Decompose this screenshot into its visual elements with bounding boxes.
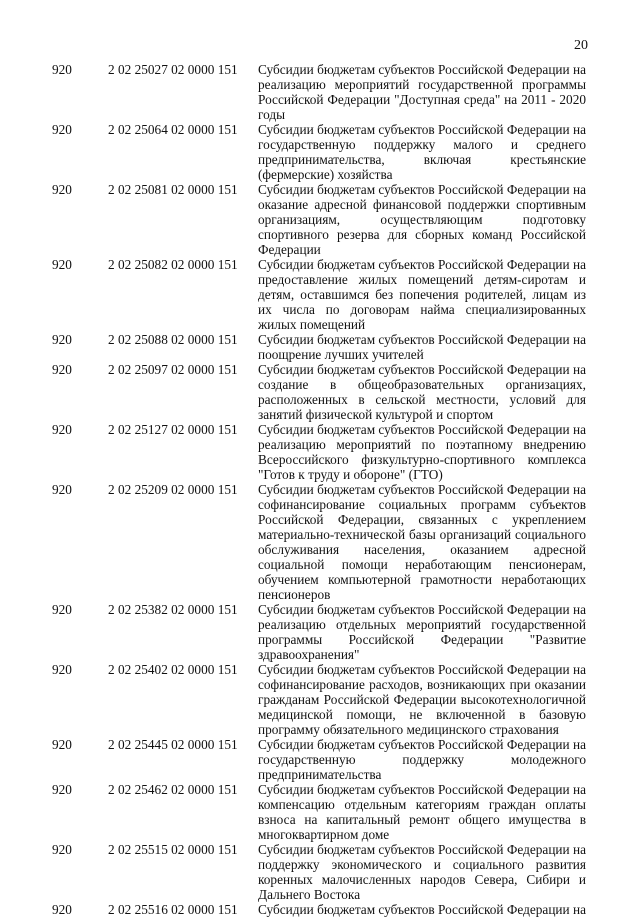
- revenue-code: 2 02 25064 02 0000 151: [108, 122, 238, 137]
- table-row: [0, 902, 640, 917]
- revenue-description: Субсидии бюджетам субъектов Российской Федерации на предоставление жилых помещений детям-сиротам и детям, оставшимся без попечения родителей, лицам из их числа по договорам найма специализированных жилых помещений: [258, 257, 587, 332]
- admin-code: 920: [52, 182, 72, 197]
- admin-code: 920: [52, 602, 72, 617]
- revenue-description: Субсидии бюджетам субъектов Российской Федерации на государственную поддержку молодежного предпринимательства: [258, 737, 587, 782]
- revenue-code: 2 02 25382 02 0000 151: [108, 602, 238, 617]
- revenue-code: 2 02 25209 02 0000 151: [108, 482, 238, 497]
- revenue-code: 2 02 25127 02 0000 151: [108, 422, 238, 437]
- revenue-code: 2 02 25515 02 0000 151: [108, 842, 238, 857]
- admin-code: 920: [52, 422, 72, 437]
- revenue-code: 2 02 25516 02 0000 151: [108, 902, 238, 917]
- table-row: [0, 602, 640, 662]
- admin-code: 920: [52, 362, 72, 377]
- admin-code: 920: [52, 482, 72, 497]
- revenue-description: Субсидии бюджетам субъектов Российской Федерации на: [258, 902, 587, 917]
- revenue-description: Субсидии бюджетам субъектов Российской Федерации на компенсацию отдельным категориям граждан оплаты взноса на капитальный ремонт общего имущества в многоквартирном доме: [258, 782, 587, 842]
- admin-code: 920: [52, 782, 72, 797]
- revenue-code: 2 02 25082 02 0000 151: [108, 257, 238, 272]
- admin-code: 920: [52, 902, 72, 917]
- table-row: [0, 842, 640, 902]
- revenue-description: Субсидии бюджетам субъектов Российской Федерации на софинансирование социальных программ субъектов Российской Федерации, связанных с укреплением материально-технической базы организаций социального обслуживания населения, оказанием адресной социальной помощи неработающим пенсионерам, обучением компьютерной грамотности неработающих пенсионеров: [258, 482, 587, 602]
- table-row: [0, 332, 640, 362]
- revenue-description: Субсидии бюджетам субъектов Российской Федерации на реализацию отдельных мероприятий государственной программы Российской Федерации "Развитие здравоохранения": [258, 602, 587, 662]
- revenue-description: Субсидии бюджетам субъектов Российской Федерации на оказание адресной финансовой поддержки спортивным организациям, осуществляющим подготовку спортивного резерва для сборных команд Российской Федерации: [258, 182, 587, 257]
- admin-code: 920: [52, 737, 72, 752]
- page-number: 20: [574, 38, 588, 53]
- revenue-description: Субсидии бюджетам субъектов Российской Федерации на поддержку экономического и социального развития коренных малочисленных народов Севера, Сибири и Дальнего Востока: [258, 842, 587, 902]
- table-row: [0, 422, 640, 482]
- table-row: [0, 482, 640, 602]
- revenue-code: 2 02 25462 02 0000 151: [108, 782, 238, 797]
- table-row: [0, 737, 640, 782]
- revenue-description: Субсидии бюджетам субъектов Российской Федерации на софинансирование расходов, возникающих при оказании гражданам Российской Федерации высокотехнологичной медицинской помощи, не включенной в базовую программу обязательного медицинского страхования: [258, 662, 587, 737]
- table-row: [0, 257, 640, 332]
- table-row: [0, 182, 640, 257]
- admin-code: 920: [52, 122, 72, 137]
- revenue-description: Субсидии бюджетам субъектов Российской Федерации на поощрение лучших учителей: [258, 332, 587, 362]
- admin-code: 920: [52, 332, 72, 347]
- table-row: [0, 782, 640, 842]
- revenue-description: Субсидии бюджетам субъектов Российской Федерации на создание в общеобразовательных организациях, расположенных в сельской местности, условий для занятий физической культурой и спортом: [258, 362, 587, 422]
- revenue-table: [0, 62, 640, 917]
- revenue-description: Субсидии бюджетам субъектов Российской Федерации на реализацию мероприятий государственной программы Российской Федерации "Доступная среда" на 2011 - 2020 годы: [258, 62, 587, 122]
- revenue-description: Субсидии бюджетам субъектов Российской Федерации на реализацию мероприятий по поэтапному внедрению Всероссийского физкультурно-спортивного комплекса "Готов к труду и обороне" (ГТО): [258, 422, 587, 482]
- admin-code: 920: [52, 62, 72, 77]
- admin-code: 920: [52, 842, 72, 857]
- revenue-code: 2 02 25081 02 0000 151: [108, 182, 238, 197]
- revenue-code: 2 02 25445 02 0000 151: [108, 737, 238, 752]
- revenue-code: 2 02 25097 02 0000 151: [108, 362, 238, 377]
- admin-code: 920: [52, 257, 72, 272]
- table-row: [0, 122, 640, 182]
- revenue-code: 2 02 25402 02 0000 151: [108, 662, 238, 677]
- revenue-code: 2 02 25088 02 0000 151: [108, 332, 238, 347]
- revenue-description: Субсидии бюджетам субъектов Российской Федерации на государственную поддержку малого и среднего предпринимательства, включая крестьянские (фермерские) хозяйства: [258, 122, 587, 182]
- table-row: [0, 62, 640, 122]
- table-row: [0, 662, 640, 737]
- revenue-code: 2 02 25027 02 0000 151: [108, 62, 238, 77]
- admin-code: 920: [52, 662, 72, 677]
- table-row: [0, 362, 640, 422]
